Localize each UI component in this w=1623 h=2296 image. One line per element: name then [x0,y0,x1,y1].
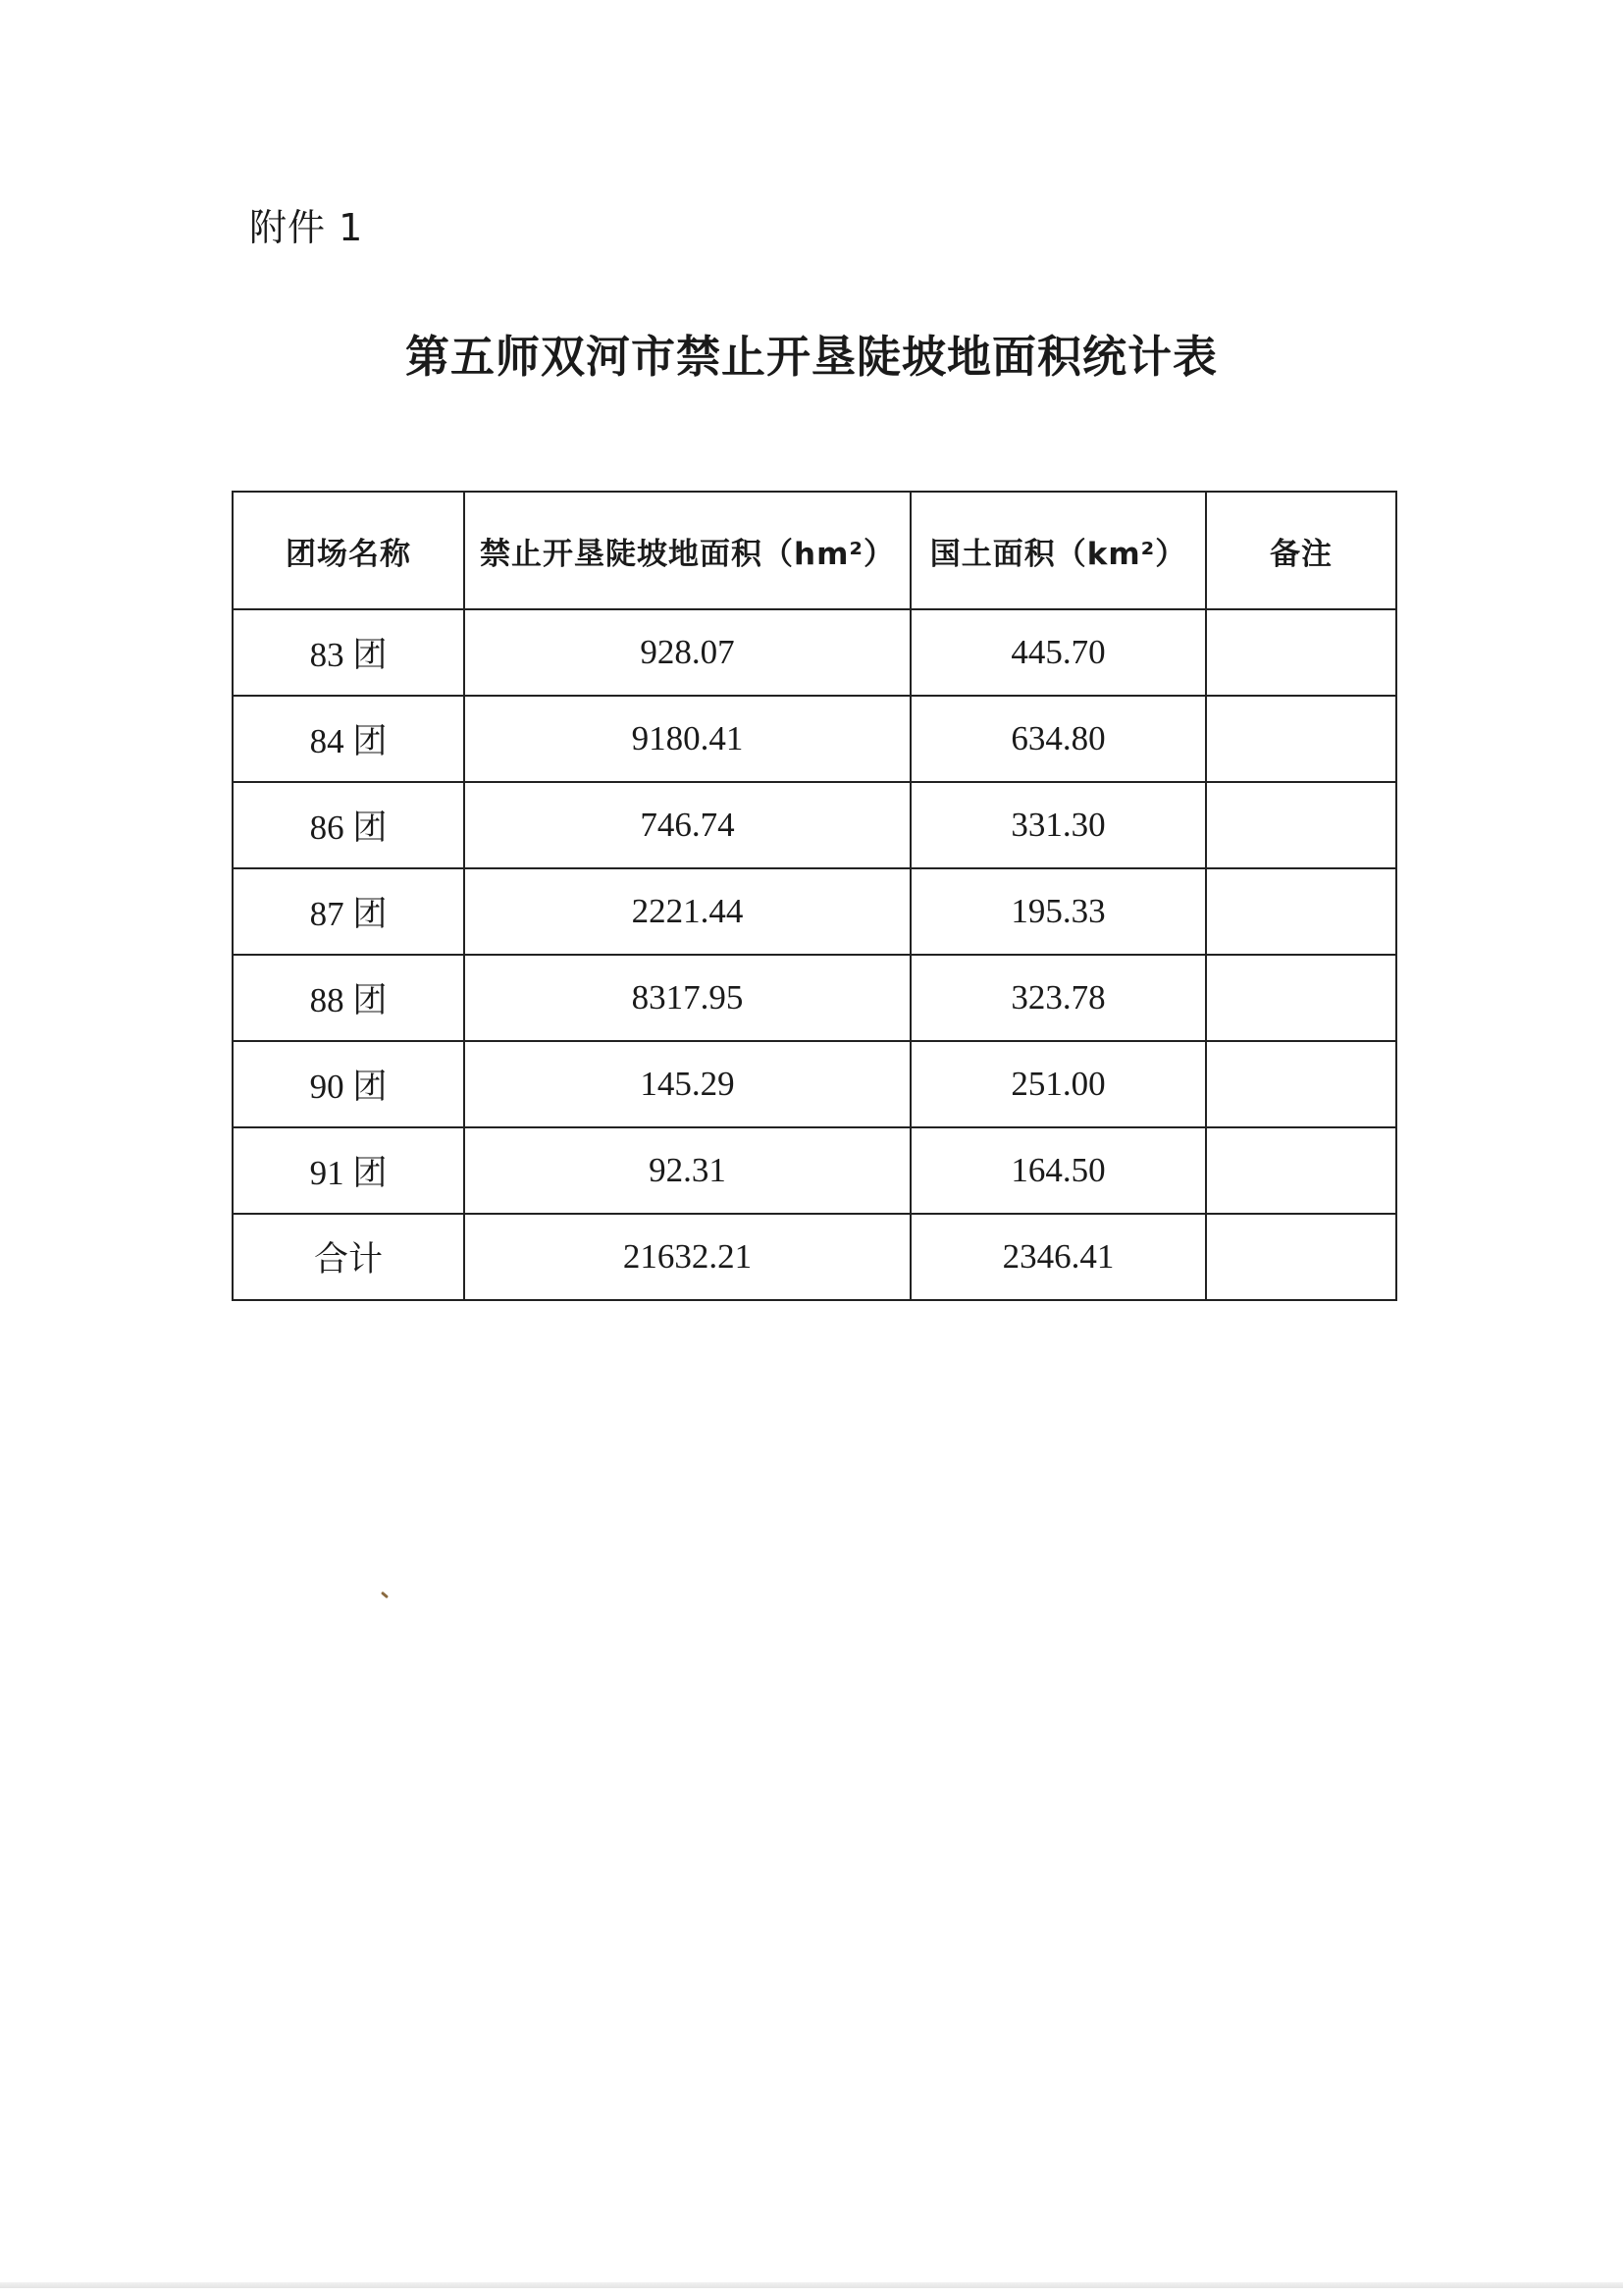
statistics-table [232,491,1397,1301]
note-cell [1206,1127,1396,1214]
land-area-cell: 445.70 [911,609,1206,696]
slope-area-cell: 145.29 [464,1041,911,1127]
note-cell [1206,955,1396,1041]
total-land-area-cell: 2346.41 [911,1214,1206,1300]
land-area-cell: 251.00 [911,1041,1206,1127]
slope-area-cell: 2221.44 [464,868,911,955]
table-row [233,782,1396,868]
scan-speck [381,1592,389,1598]
land-area-cell: 195.33 [911,868,1206,955]
note-cell [1206,782,1396,868]
note-cell [1206,696,1396,782]
unit-name-cell: 91 团 [233,1127,464,1214]
total-note-cell [1206,1214,1396,1300]
table-row [233,696,1396,782]
table-row [233,955,1396,1041]
header-unit-name: 团场名称 [233,492,464,609]
document-title: 第五师双河市禁止开垦陡坡地面积统计表 [404,331,1218,383]
unit-name-cell: 84 团 [233,696,464,782]
scan-bottom-edge [0,2282,1623,2288]
unit-name-cell: 87 团 [233,868,464,955]
land-area-cell: 634.80 [911,696,1206,782]
note-cell [1206,1041,1396,1127]
total-label-cell: 合计 [233,1214,464,1300]
unit-name-cell: 90 团 [233,1041,464,1127]
attachment-label: 附件 1 [249,206,364,249]
slope-area-cell: 92.31 [464,1127,911,1214]
header-slope-area: 禁止开垦陡坡地面积（hm²） [464,492,911,609]
table-row [233,868,1396,955]
header-note: 备注 [1206,492,1396,609]
header-land-area: 国土面积（km²） [911,492,1206,609]
note-cell [1206,868,1396,955]
land-area-cell: 331.30 [911,782,1206,868]
table-row [233,1127,1396,1214]
slope-area-cell: 9180.41 [464,696,911,782]
unit-name-cell: 86 团 [233,782,464,868]
total-slope-area-cell: 21632.21 [464,1214,911,1300]
table-row [233,1041,1396,1127]
slope-area-cell: 8317.95 [464,955,911,1041]
land-area-cell: 164.50 [911,1127,1206,1214]
table-total-row [233,1214,1396,1300]
land-area-cell: 323.78 [911,955,1206,1041]
table-row [233,609,1396,696]
slope-area-cell: 746.74 [464,782,911,868]
note-cell [1206,609,1396,696]
slope-area-cell: 928.07 [464,609,911,696]
unit-name-cell: 88 团 [233,955,464,1041]
table-header-row [233,492,1396,609]
unit-name-cell: 83 团 [233,609,464,696]
